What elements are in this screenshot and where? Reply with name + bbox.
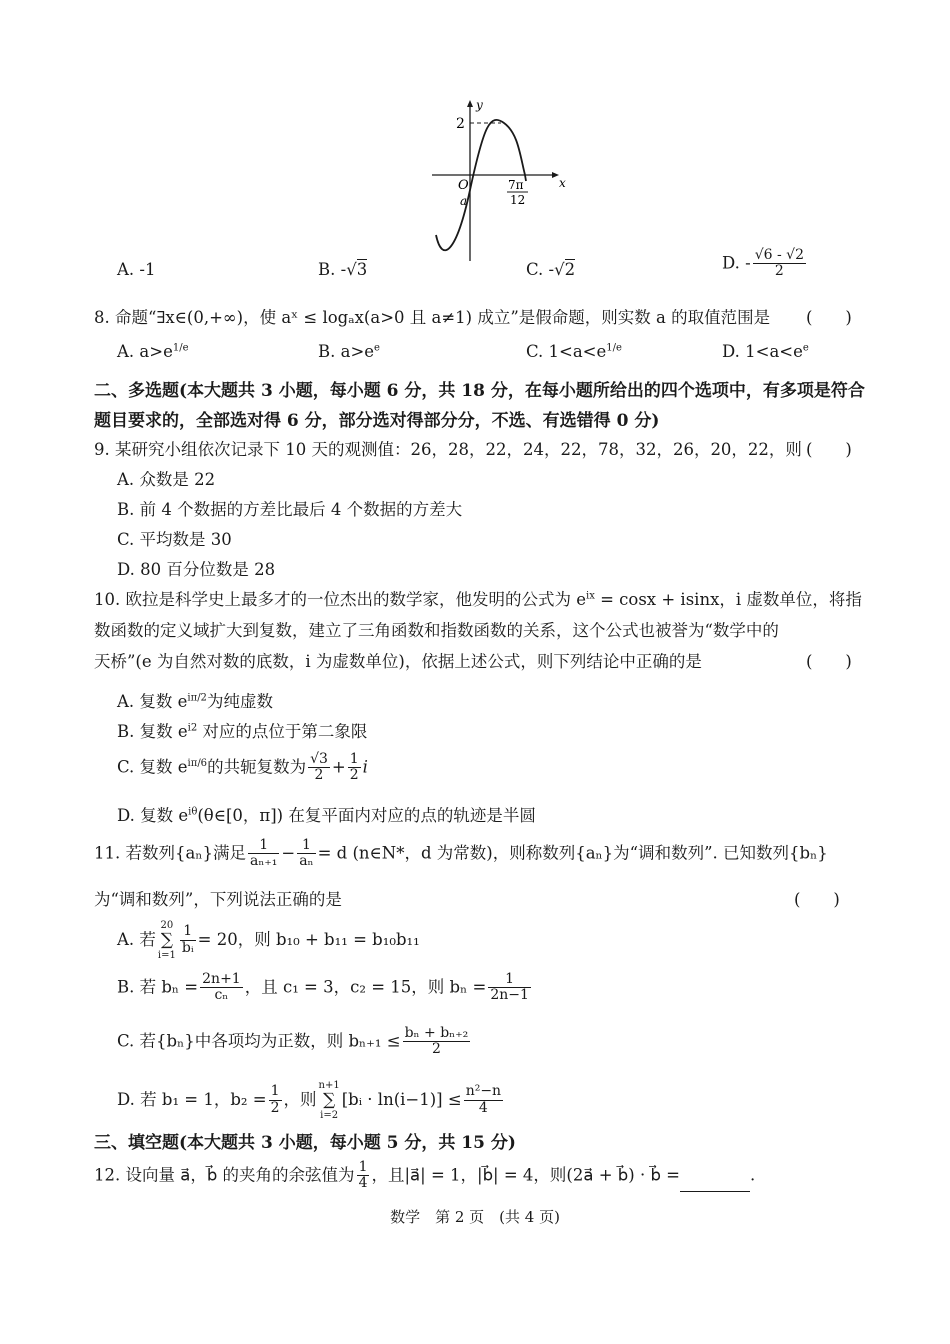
q12-answer-blank[interactable] — [680, 1177, 750, 1192]
q9-stem: 9. 某研究小组依次记录下 10 天的观测值：26，28，22，24，22，78，32，26，20，22，则 — [94, 440, 802, 459]
q7-option-b: B. -√3 — [318, 260, 368, 279]
q10-answer-paren: ( ) — [806, 652, 852, 671]
q8-option-a: A. $a>e^{1/e}$ — [117, 342, 189, 361]
sqrt-symbol-icon: √ — [346, 260, 357, 279]
q9-option-a: A. 众数是 22 — [117, 470, 216, 489]
max-value-label: 2 — [456, 116, 465, 132]
x-mark-denominator: 12 — [510, 193, 526, 207]
x-mark-numerator: 7π — [508, 178, 524, 192]
q9-option-c: C. 平均数是 30 — [117, 530, 232, 549]
q10-stem-line1: 10. 欧拉是科学史上最多才的一位杰出的数学家，他发明的公式为 $e^{ix} = \cos x + isinx$，i 虚数单位，将指 — [94, 590, 862, 609]
q10-stem-line3: 天桥”(e 为自然对数的底数，i 为虚数单位)，依据上述公式，则下列结论中正确的是 — [94, 652, 702, 671]
x-axis-label: x — [559, 176, 566, 190]
page-footer: 数学 第 2 页 (共 4 页) — [390, 1208, 560, 1226]
q8-answer-paren: ( ) — [806, 308, 852, 327]
q11-option-b: B. 若 bₙ = $\frac{2n+1}{\text{cₙ}}$ ，且 c₁ = 3，c₂ = 15，则 bₙ = $\frac{1}{2n-1}$ — [117, 971, 529, 1004]
x-axis-arrow — [552, 172, 559, 178]
y-axis-arrow — [467, 100, 473, 107]
section-2-heading-line1: 二、多选题(本大题共 3 小题，每小题 6 分，共 18 分，在每小题所给出的四个选项中，有多项是符合 — [94, 381, 865, 401]
origin-label: O — [458, 178, 469, 193]
q10-option-c: C. 复数 $e^{i\pi/6}$的共轭复数为 $\frac{√3}{2}$ + $\frac{1}{2}$ i — [117, 751, 368, 784]
q10-stem-line2: 数函数的定义域扩大到复数，建立了三角函数和指数函数的关系，这个公式也被誉为“数学中的 — [94, 621, 779, 640]
q12-stem: 12. 设向量 a⃗，b⃗ 的夹角的余弦值为 $\frac{1}{4}$ ，且|a⃗| = 1，|b⃗| = 4，则(2a⃗ + b⃗) · b⃗ = . — [94, 1159, 756, 1192]
q8-option-b: B. $a>e^e$ — [318, 342, 380, 361]
a-value-label: a — [460, 194, 468, 208]
q11-option-c: C. 若{bₙ}中各项均为正数，则 bₙ₊₁ ≤ $\frac{\text{bₙ + bₙ₊₂}}{2}$ — [117, 1025, 469, 1058]
q10-option-a: A. 复数 $e^{i\pi/2}$为纯虚数 — [117, 692, 273, 711]
section-3-heading: 三、填空题(本大题共 3 小题，每小题 5 分，共 15 分) — [94, 1133, 516, 1153]
sqrt-symbol-icon: √ — [554, 260, 565, 279]
q8-option-d: D. $1<a<e^e$ — [722, 342, 809, 361]
q10-option-b: B. 复数 $e^{i2}$ 对应的点位于第二象限 — [117, 722, 368, 741]
q8-stem: 8. 命题“∃x∈(0,+∞)，使 aˣ ≤ logₐx(a>0 且 a≠1) 成立”是假命题，则实数 a 的取值范围是 — [94, 308, 771, 327]
q11-answer-paren: ( ) — [794, 890, 840, 909]
section-2-heading-line2: 题目要求的，全部选对得 6 分，部分选对得部分分，不选、有选错得 0 分) — [94, 411, 660, 431]
q11-option-a: A. 若 20 ∑ i=1 $\frac{1}{\text{bᵢ}}$ = 20，则 b₁₀ + b₁₁ = b₁₀b₁₁ — [117, 920, 420, 961]
q7-option-d: D. - $\frac{√6 - √2}{2}$ — [722, 247, 805, 280]
q10-option-d: D. 复数 $e^{i\theta}(\theta\in[0$，π]) 在复平面内对应的点的轨迹是半圆 — [117, 806, 536, 825]
q11-stem-line1: 11. 若数列{aₙ}满足 $\frac{1}{\text{aₙ₊₁}}$ − $\frac{1}{\text{aₙ}}$ = d (n∈N*，d 为常数)，则称数列{aₙ}为“调和数列”. 已知数列{bₙ} — [94, 837, 828, 870]
q11-option-d: D. 若 b₁ = 1，b₂ = $\frac{1}{2}$ ，则 n+1 ∑ i=2 [bᵢ · ln(i−1)] ≤ $\frac{\text{n²−n}}{4}$ — [117, 1080, 502, 1121]
q8-option-c: C. $1<a<e^{1/e}$ — [526, 342, 622, 361]
q11-stem-line2: 为“调和数列”，下列说法正确的是 — [94, 890, 342, 909]
q9-option-b: B. 前 4 个数据的方差比最后 4 个数据的方差大 — [117, 500, 463, 519]
q7-option-a: A. -1 — [117, 260, 156, 279]
q7-option-c: C. -√2 — [526, 260, 576, 279]
q9-option-d: D. 80 百分位数是 28 — [117, 560, 276, 579]
y-axis-label: y — [476, 98, 483, 112]
function-graph — [420, 95, 570, 265]
q9-answer-paren: ( ) — [806, 440, 852, 459]
